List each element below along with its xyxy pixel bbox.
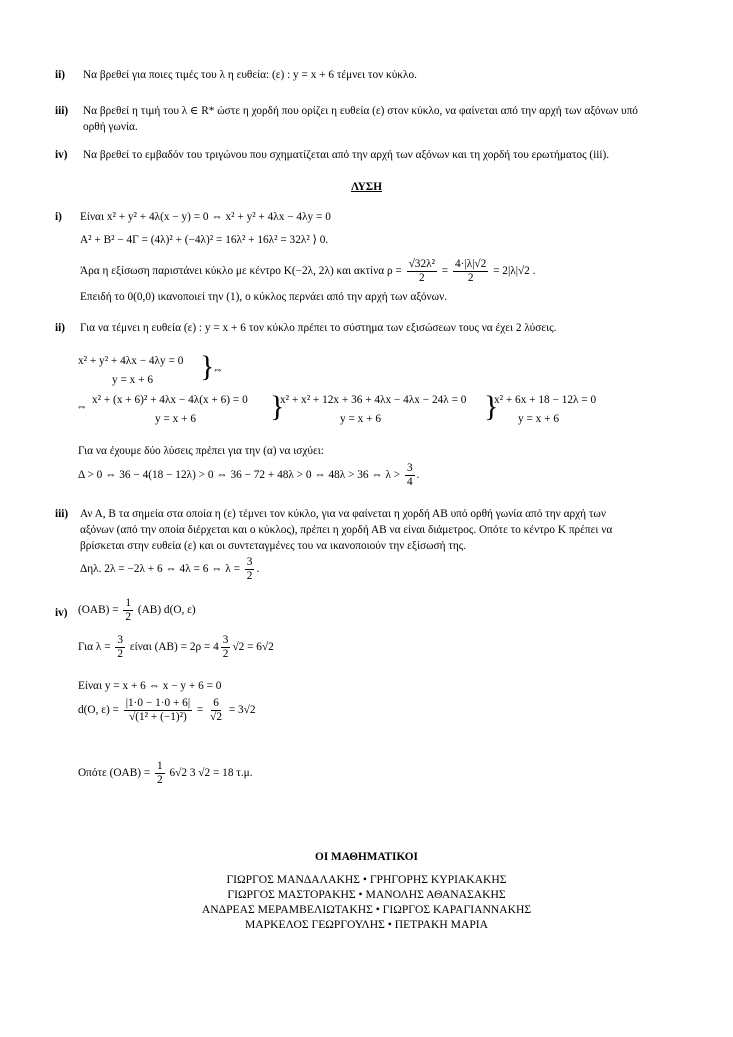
sol-iv-distance: d(O, ε) = $\frac{|1\cdot 0 - 1\cdot 0 + 6|}{\text{√(1² + (−1)²)}}$ = $\frac{6}{√2}$ = 3√2 [78,697,256,723]
solution-title: ΛΥΣΗ [351,181,382,193]
question-ii-text: Να βρεθεί για ποιες τιμές του λ η ευθεία: (ε) : y = x + 6 τέμνει τον κύκλο. [83,69,417,81]
authors-heading: ΟΙ ΜΑΘΗΜΑΤΙΚΟΙ [315,851,418,863]
discriminant-text: Δ > 0 ⇔ 36 − 4(18 − 12λ) > 0 ⇔ 36 − 72 + 48λ > 0 ⇔ 48λ > 36 ⇔ λ > [78,469,401,482]
sol-i-line3-end: = 2|λ|√2 . [493,265,536,278]
lambda-fraction: $\frac{3}{2}$ [246,556,253,582]
sol-iv-result: Οπότε (OAB) = $\frac{1}{2}$ 6√2 3 √2 = 18 τ.μ. [78,760,253,786]
iff-symbol-1: ⇔ [212,364,224,376]
sol-i-line3: Άρα η εξίσωση παριστάνει κύκλο με κέντρο K(−2λ, 2λ) και ακτίνα ρ = $\frac{\text{√32λ²}}{2}$ = $\frac{4\cdot|\lambda|√2}{2}$ = 2|λ|√2 . [80,258,536,284]
sol-iv-label: iv) [55,607,68,619]
sol-i-line2: A² + B² − 4Γ = (4λ)² + (−4λ)² = 16λ² + 16λ² = 32λ² ⟩ 0. [80,234,329,246]
authors-line-3: ΑΝΔΡΕΑΣ ΜΕΡΑΜΒΕΛΙΩΤΑΚΗΣ • ΓΙΩΡΓΟΣ ΚΑΡΑΓΙΑΝΝΑΚΗΣ [201,903,532,916]
sol-i-line4: Επειδή το 0(0,0) ικανοποιεί την (1), ο κύκλος περνάει από την αρχή των αξόνων. [80,291,448,303]
system3-brace: } [484,390,499,423]
system3-eq2: y = x + 6 [340,413,381,425]
authors-line-1: ΓΙΩΡΓΟΣ ΜΑΝΔΑΛΑΚΗΣ • ΓΡΗΓΟΡΗΣ ΚΥΡΙΑΚΑΚΗΣ [226,873,507,886]
discriminant-fraction: $\frac{3}{4}$ [407,462,413,488]
sol-iii-line4: Δηλ. 2λ = −2λ + 6 ⇔ 4λ = 6 ⇔ λ = $\frac{3}{2}$ . [80,556,260,582]
sol-iii-line2: αξόνων (από την οποία διέρχεται και ο κύκλος), πρέπει η χορδή ΑΒ να είναι διάμετρος. Οπότε το κέντρο Κ πρέπει να [80,524,613,536]
sol-i-line1: Είναι x² + y² + 4λ(x − y) = 0 ⇔ x² + y² + 4λx − 4λy = 0 [80,211,331,223]
system1-eq2: y = x + 6 [112,374,153,386]
sol-iv-chord-length: Για λ = $\frac{3}{2}$ είναι (AB) = 2ρ = 4 $\frac{3}{2}$ √2 = 6√2 [78,634,274,660]
sol-iv-area-formula: (OAB) = $\frac{1}{2}$ (AB) d(O, ε) [78,597,196,623]
system2-eq1: x² + (x + 6)² + 4λx − 4λ(x + 6) = 0 [92,394,248,406]
system1-eq1: x² + y² + 4λx − 4λy = 0 [78,355,184,367]
question-iii-line1: Να βρεθεί η τιμή του λ ∈ R* ώστε η χορδή που ορίζει η ευθεία (ε) στον κύκλο, να φαίνεται από την αρχή των αξόνων υπό [83,105,638,117]
iff-symbol-2: ⇔ [76,401,88,413]
question-iv-label: iv) [55,149,68,161]
system1-brace: } [200,350,215,383]
question-iii-label: iii) [55,105,69,117]
sol-iii-label: iii) [55,508,69,520]
sol-ii-intro: Για να τέμνει η ευθεία (ε) : y = x + 6 τον κύκλο πρέπει το σύστημα των εξισώσεων τους να έχει 2 λύσεις. [80,322,557,334]
question-ii-label: ii) [55,69,66,81]
sol-iii-line1: Αν Α, Β τα σημεία στα οποία η (ε) τέμνει τον κύκλο, για να φαίνεται η χορδή ΑΒ υπό ορθή γωνία από την αρχή των [80,508,606,520]
system3-eq1: x² + x² + 12x + 36 + 4λx − 4λx − 24λ = 0 [280,394,467,406]
question-iv-text: Να βρεθεί το εμβαδόν του τριγώνου που σχηματίζεται από την αρχή των αξόνων και τη χορδή του ερωτήματος (iii). [83,149,610,161]
radius-fraction-1: $\frac{\text{√32λ²}}{2}$ [408,258,435,284]
question-iii-line2: ορθή γωνία. [83,121,138,133]
sol-ii-condition: Για να έχουμε δύο λύσεις πρέπει για την (α) να ισχύει: [78,445,324,457]
sol-iv-line-equation: Είναι y = x + 6 ⇔ x − y + 6 = 0 [78,680,222,692]
radius-fraction-2: $\frac{4\cdot|\lambda|√2}{2}$ [455,258,487,284]
system4-eq2: y = x + 6 [518,413,559,425]
authors-line-4: ΜΑΡΚΕΛΟΣ ΓΕΩΡΓΟΥΛΗΣ • ΠΕΤΡΑΚΗ ΜΑΡΙΑ [244,918,489,931]
sol-i-label: i) [55,211,62,223]
sol-iii-line3: βρίσκεται στην ευθεία (ε) και οι συντεταγμένες του να ικανοποιούν την εξίσωσή της. [80,540,467,552]
sol-ii-discriminant: Δ > 0 ⇔ 36 − 4(18 − 12λ) > 0 ⇔ 36 − 72 + 48λ > 0 ⇔ 48λ > 36 ⇔ λ > $\frac{3}{4}$ . [78,462,420,488]
system4-eq1: x² + 6x + 18 − 12λ = 0 [494,394,597,406]
sol-i-line3-start: Άρα η εξίσωση παριστάνει κύκλο με κέντρο K(−2λ, 2λ) και ακτίνα ρ = [80,265,402,278]
authors-line-2: ΓΙΩΡΓΟΣ ΜΑΣΤΟΡΑΚΗΣ • ΜΑΝΟΛΗΣ ΑΘΑΝΑΣΑΚΗΣ [227,888,506,901]
system2-eq2: y = x + 6 [155,413,196,425]
sol-ii-label: ii) [55,322,66,334]
system2-brace: } [270,390,285,423]
